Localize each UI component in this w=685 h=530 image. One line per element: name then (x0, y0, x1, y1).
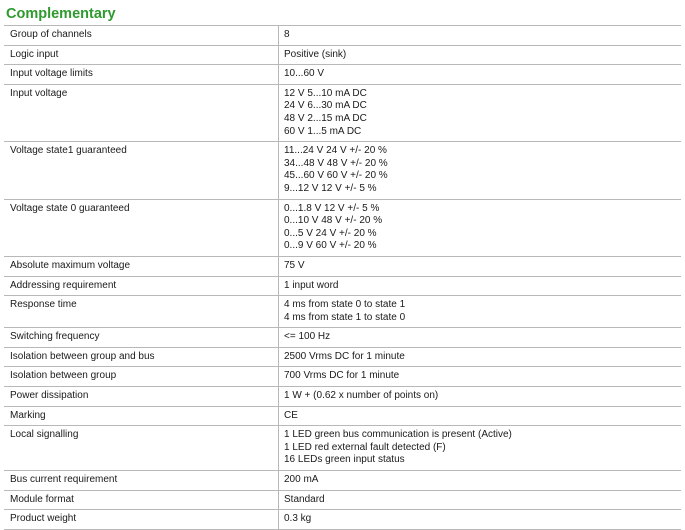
spec-value-line: 10...60 V (284, 68, 325, 80)
spec-value-line: 2500 Vrms DC for 1 minute (284, 350, 405, 362)
spec-label: Module format (4, 490, 279, 510)
spec-label: Absolute maximum voltage (4, 256, 279, 276)
spec-value-line: 0...10 V 48 V +/- 20 % (284, 215, 383, 227)
table-row (4, 406, 681, 426)
spec-value-line: 0.3 kg (284, 513, 312, 525)
table-row (4, 84, 681, 141)
spec-value (279, 328, 682, 348)
table-row (4, 367, 681, 387)
table-row (4, 45, 681, 65)
spec-value (279, 387, 682, 407)
spec-label: Response time (4, 296, 279, 328)
spec-value (279, 199, 682, 256)
spec-label: Product weight (4, 510, 279, 530)
table-row (4, 276, 681, 296)
spec-value-line: 34...48 V 48 V +/- 20 % (284, 157, 388, 169)
spec-label: Logic input (4, 45, 279, 65)
spec-value-line: 0...9 V 60 V +/- 20 % (284, 240, 377, 252)
spec-value (279, 426, 682, 471)
table-row (4, 490, 681, 510)
spec-table (4, 25, 681, 530)
spec-label: Switching frequency (4, 328, 279, 348)
spec-value-line: Standard (284, 493, 325, 505)
table-row (4, 328, 681, 348)
spec-value-line: 1 LED red external fault detected (F) (284, 441, 446, 453)
spec-value (279, 276, 682, 296)
table-row (4, 256, 681, 276)
spec-label: Voltage state 0 guaranteed (4, 199, 279, 256)
spec-value (279, 367, 682, 387)
spec-value-line: <= 100 Hz (284, 331, 331, 343)
spec-value-line: 700 Vrms DC for 1 minute (284, 370, 400, 382)
spec-value-line: 8 (284, 29, 290, 40)
spec-value-line: 45...60 V 60 V +/- 20 % (284, 170, 388, 182)
spec-value-line: 16 LEDs green input status (284, 454, 405, 466)
spec-value-line: 4 ms from state 0 to state 1 (284, 299, 406, 311)
spec-table-body (4, 26, 681, 530)
spec-label: Addressing requirement (4, 276, 279, 296)
spec-label: Local signalling (4, 426, 279, 471)
spec-label: Group of channels (4, 26, 279, 46)
table-row (4, 26, 681, 46)
spec-value (279, 471, 682, 491)
spec-value-line: 1 LED green bus communication is present (Active) (284, 429, 512, 441)
table-row (4, 199, 681, 256)
table-row (4, 510, 681, 530)
spec-label: Isolation between group and bus (4, 347, 279, 367)
spec-value-line: 0...5 V 24 V +/- 20 % (284, 227, 377, 239)
spec-value (279, 142, 682, 199)
spec-label: Power dissipation (4, 387, 279, 407)
spec-label: Input voltage limits (4, 65, 279, 85)
spec-value-line: 1 input word (284, 279, 339, 291)
spec-value (279, 510, 682, 530)
table-row (4, 471, 681, 491)
table-row (4, 347, 681, 367)
spec-value-line: 12 V 5...10 mA DC (284, 87, 367, 99)
spec-value-line: 0...1.8 V 12 V +/- 5 % (284, 202, 380, 214)
spec-value-line: 24 V 6...30 mA DC (284, 100, 367, 112)
spec-value (279, 65, 682, 85)
spec-value-line: 1 W + (0.62 x number of points on) (284, 390, 439, 402)
spec-value (279, 26, 682, 46)
spec-label: Bus current requirement (4, 471, 279, 491)
spec-value-line: CE (284, 409, 298, 421)
spec-value-line: 60 V 1...5 mA DC (284, 125, 362, 137)
spec-value-line: 4 ms from state 1 to state 0 (284, 311, 406, 323)
spec-label: Marking (4, 406, 279, 426)
table-row (4, 142, 681, 199)
spec-value-line: 9...12 V 12 V +/- 5 % (284, 182, 377, 194)
spec-value (279, 84, 682, 141)
spec-value-line: Positive (sink) (284, 48, 347, 60)
spec-label: Isolation between group (4, 367, 279, 387)
spec-value-line: 48 V 2...15 mA DC (284, 112, 367, 124)
spec-value (279, 45, 682, 65)
spec-value-line: 200 mA (284, 474, 319, 486)
spec-label: Input voltage (4, 84, 279, 141)
table-row (4, 296, 681, 328)
spec-value-line: 11...24 V 24 V +/- 20 % (284, 145, 387, 157)
spec-value (279, 406, 682, 426)
spec-label: Voltage state1 guaranteed (4, 142, 279, 199)
table-row (4, 65, 681, 85)
spec-value (279, 347, 682, 367)
section-title: Complementary (6, 6, 116, 22)
table-row (4, 387, 681, 407)
spec-value (279, 256, 682, 276)
spec-value-line: 75 V (284, 259, 305, 271)
spec-value (279, 296, 682, 328)
spec-value (279, 490, 682, 510)
table-row (4, 426, 681, 471)
